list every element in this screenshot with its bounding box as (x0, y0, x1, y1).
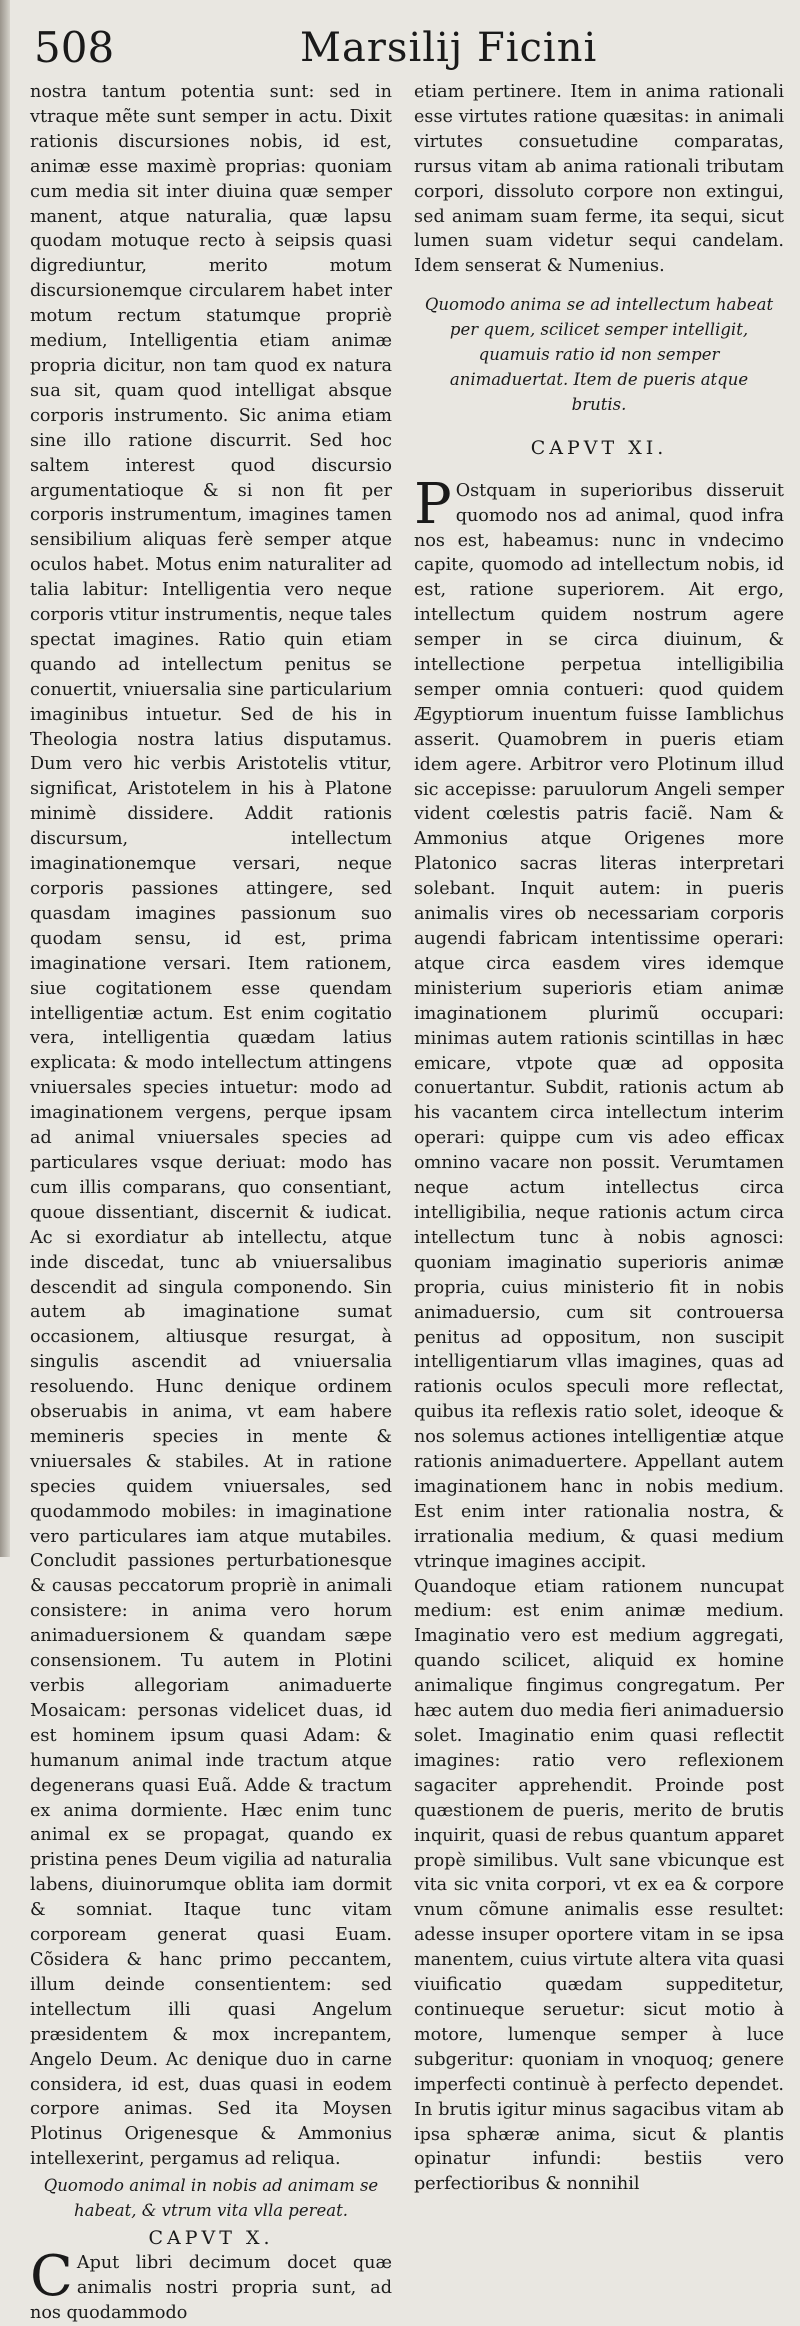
chapter-x-text: Aput libri decimum docet quæ animalis nostri propria sunt, ad nos quodammodo (30, 2252, 392, 2323)
chapter-xi-paragraph-2: Quandoque etiam rationem nuncupat medium: est enim animæ medium. Imaginatio vero est medium aggregati, quando scilicet, aliquid ex homine animalique fingimus congregatum. Per hæc autem duo media fieri animaduersio solet. Imaginatio enim quasi reflectit imagines: ratio vero reflexionem sagaciter apprehendit. Proinde post quæstionem de pueris, merito de brutis inquirit, quasi de rebus quantum apparet propè similibus. Vult sane vbicunque est vita sic vnita corpori, vt ex ea & corpore vnum cõmune animalis esse resultet: adesse insuper oportere vitam in se ipsa manentem, cuius virtute altera vita quasi viuificatio quædam suppeditetur, continueque seruetur: sicut motio à motore, lumenque semper à luce subgeritur: quoniam in vnoquoq; genere imperfecti continuè à perfecto dependet. In brutis igitur minus sagacibus vitam ab ipsa sphæræ anima, sicut & plantis opinatur infundi: bestiis vero perfectioribus & nonnihil (414, 1576, 784, 2195)
chapter-x-heading: CAPVT X. (148, 2226, 274, 2249)
right-intro-paragraph: etiam pertinere. Item in anima rationali esse virtutes ratione quæsitas: in animali virtutes consuetudine comparatas, rursus vitam ab anima rationali tributam corpori, dissoluto corpore non extingui, sed animam suam ferme, ita sequi, sicut lumen suam videtur sequi candelam. Idem senserat & Numenius. (414, 82, 784, 277)
left-column (30, 80, 392, 2326)
running-title: Marsilij Ficini (300, 25, 598, 71)
page-edge (0, 0, 10, 1557)
chapter-x-initial: C (30, 2243, 73, 2309)
chapter-xi-text: Ostquam in superioribus disseruit quomodo nos ad animal, quod infra nos est, habeamus: nunc in vndecimo capite, quomodo ad intellectum nobis, id est, ratione superiorem. Ait ergo, intellectum quidem nostrum agere semper in se circa diuinum, & intellectione perpetua intelligibilia semper omnia contueri: quod quidem Ægyptiorum inuentum fuisse Iamblichus asserit. Quamobrem in pueris etiam idem agere. Arbitror vero Plotinum illud sic accepisse: paruulorum Angeli semper vident cœlestis patris faciẽ. Nam & Ammonius atque Origenes more Platonico sacras literas interpretari solebant. Inquit autem: in pueris animalis vires ob necessariam corporis augendi fabricam intentissime operari: atque circa easdem vires idemque ministerium superioris etiam animæ imaginationem plurimũ occupari: minimas autem rationis scintillas in hæc emicare, vtpote quæ ad opposita conuertantur. Subdit, rationis actum ab his vacantem circa intellectum interim operari: quippe cum vis adeo efficax omnino vacare non possit. Verumtamen neque actum intellectus circa intelligibilia, neque rationis actum circa intellectum tunc à nobis agnosci: quoniam imaginatio superioris animæ propria, cuius ministerio fit in nobis animaduersio, cum sit controuersa penitus ad oppositum, non suscipit intelligentiarum vllas imagines, quas ad rationis oculos speculi more reflectat, quibus ita reflexis ratio solet, ideoque & nos solemus actiones intelligentiæ atque rationis animaduertere. Appellant autem imaginationem hanc in nobis medium. Est enim inter rationalia nostra, & irrationalia medium, & quasi medium vtrinque imagines accipit. (414, 480, 784, 1572)
page-number: 508 (34, 23, 115, 72)
chapter-x-subtitle: Quomodo animal in nobis ad animam se habeat, & vtrum vita vlla pereat. (43, 2176, 379, 2221)
chapter-xi-initial: P (414, 471, 452, 537)
left-body-paragraph: nostra tantum potentia sunt: sed in vtraque mẽte sunt semper in actu. Dixit rationis discursiones nobis, id est, animæ esse maximè proprias: quoniam cum media sit inter diuina quæ semper manent, atque naturalia, quæ lapsu quodam motuque recto à seipsis quasi digrediuntur, merito motum discursionemque circularem habet inter motum rectum statumque propriè medium, Intelligentia etiam animæ propria dicitur, non tam quod ex natura sua sit, quam quod intelligat absque corporis instrumento. Sic anima etiam sine illo ratione discurrit. Sed hoc saltem interest quod discursio argumentatioque & si non fit per corporis instrumentum, imagines tamen sensibilium aliquas ferè semper atque oculos habet. Motus enim naturaliter ad talia labitur: Intelligentia vero neque corporis vtitur instrumentis, neque tales spectat imagines. Ratio quin etiam quando ad intellectum penitus se conuertit, vniuersalia sine particularium imaginibus intuetur. Sed de his in Theologia nostra latius disputamus. Dum vero hic verbis Aristotelis vtitur, significat, Aristotelem in his à Platone minimè dissidere. Addit rationis discursum, intellectum imaginationemque versari, neque corporis passiones attingere, sed quasdam imagines passionum suo quodam sensu, id est, prima imaginatione versari. Item rationem, siue cogitationem esse quendam intelligentiæ actum. Est enim cogitatio vera, intelligentia quædam latius explicata: & modo intellectum attingens vniuersales species intuetur: modo ad imaginationem vergens, perque ipsam ad animal vniuersales species ad particulares vsque deriuat: modo has cum illis comparans, quo consentiant, quoue dissentiant, discernit & iudicat. Ac si exordiatur ab intellectu, atque inde discedat, tunc ab vniuersalibus descendit ad singula componendo. Sin autem ab imaginatione sumat occasionem, altiusque resurgat, à singulis ascendit ad vniuersalia resoluendo. Hunc denique ordinem obseruabis in anima, vt eam habere memineris species in mente & vniuersales & stabiles. At in ratione species quidem vniuersales, sed quodammodo mobiles: in imaginatione vero particulares iam atque mutabiles. Concludit passiones perturbationesque & causas peccatorum propriè in animali consistere: in anima vero horum animaduersionem & quandam sæpe consensionem. Tu autem in Plotini verbis allegoriam animaduerte Mosaicam: personas videlicet duas, id est hominem ipsum quasi Adam: & humanum animal inde tractum atque degenerans quasi Euã. Adde & tractum ex anima dormiente. Hæc enim tunc animal ex se propagat, quando ex pristina penes Deum vigilia ad naturalia labens, diuinorumque oblita iam dormit & somniat. Itaque tunc vitam corpoream generat quasi Euam. Cõsidera & hanc primo peccantem, illum deinde consentientem: sed intellectum illi quasi Angelum præsidentem & mox increpantem, Angelo Deum. Ac denique duo in carne considera, id est, duas quasi in eodem corpore animas. Sed ita Moysen Plotinus Origenesque & Ammonius intellexerint, pergamus ad reliqua. (30, 82, 392, 2170)
page-header (30, 22, 788, 80)
chapter-xi-paragraph (414, 471, 784, 1575)
text-columns (30, 80, 788, 2326)
chapter-xi-heading: CAPVT XI. (530, 436, 668, 459)
chapter-xi-subtitle: Quomodo anima se ad intellectum habeat per quem, scilicet semper intelligit, quamuis ratio id non semper animaduertat. Item de pueris atque brutis. (424, 295, 774, 414)
chapter-x-paragraph (30, 2243, 392, 2326)
right-column (414, 80, 784, 2326)
